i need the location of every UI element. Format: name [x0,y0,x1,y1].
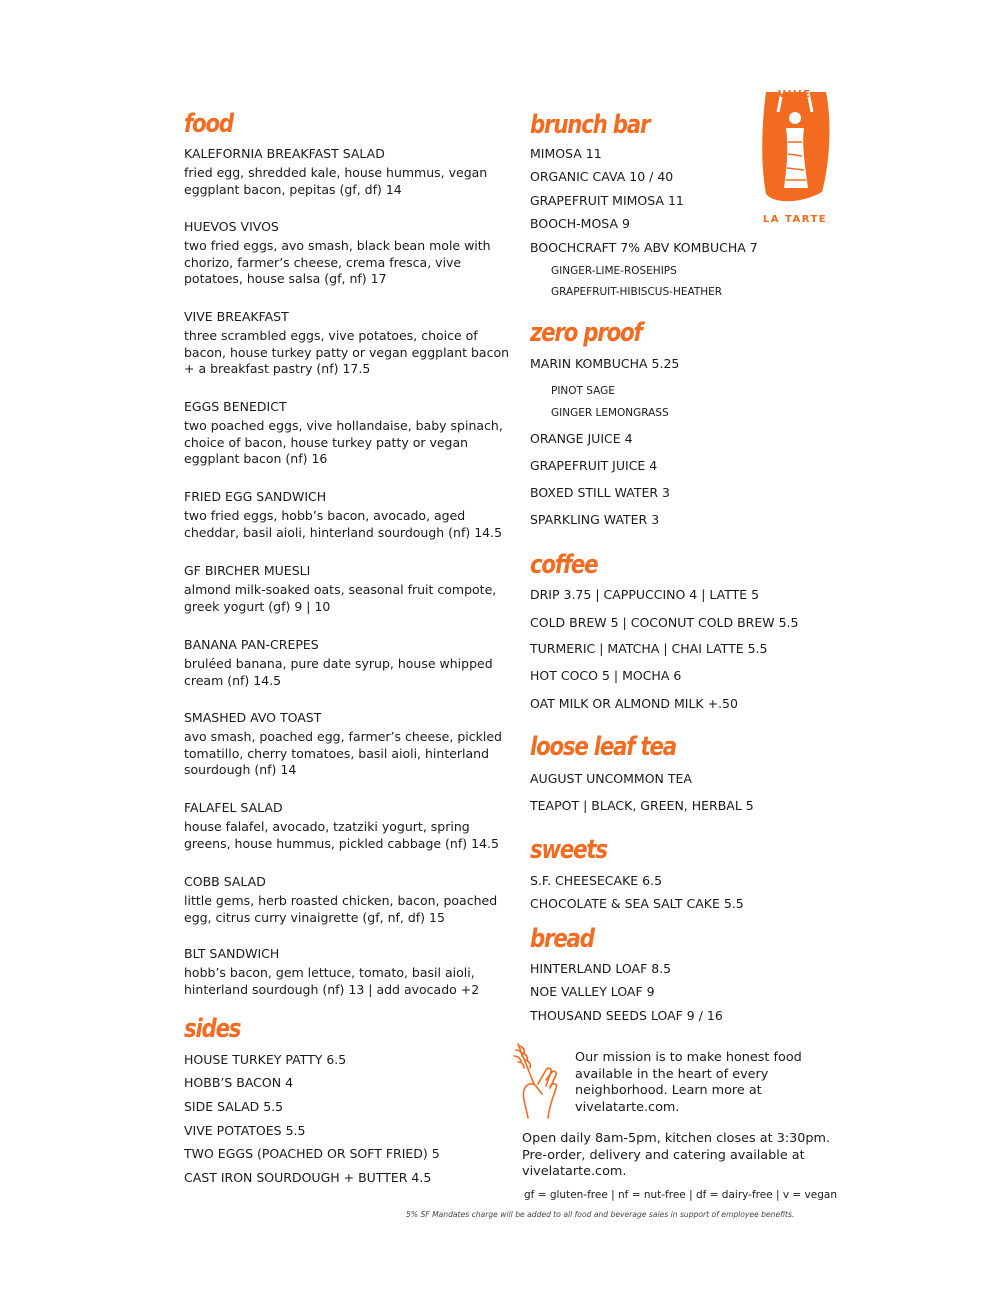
menu-item [184,489,514,541]
item-name: HUEVOS VIVOS [184,219,279,234]
diet-legend: gf = gluten-free | nf = nut-free | df = dairy-free | v = vegan [524,1189,837,1201]
item-name: BANANA PAN-CREPES [184,637,319,652]
menu-item [184,146,514,198]
item-description: fried egg, shredded kale, house hummus, vegan eggplant bacon, pepitas (gf, df) 14 [184,165,488,197]
sf-mandates-note: 5% SF Mandates charge will be added to all food and beverage sales in support of employee benefits. [406,1210,795,1219]
side-item: TWO EGGS (POACHED OR SOFT FRIED) 5 [184,1146,440,1161]
side-item: HOUSE TURKEY PATTY 6.5 [184,1052,347,1067]
coffee-item: OAT MILK OR ALMOND MILK +.50 [530,696,738,711]
bread-item: THOUSAND SEEDS LOAF 9 / 16 [530,1008,723,1023]
drink-item: ORANGE JUICE 4 [530,431,633,446]
menu-item [184,800,514,852]
bread-heading: bread [530,924,594,954]
sweets-item: CHOCOLATE & SEA SALT CAKE 5.5 [530,896,744,911]
drink-item: GRAPEFRUIT JUICE 4 [530,458,658,473]
item-description: hobb’s bacon, gem lettuce, tomato, basil aioli, hinterland sourdough (nf) 13 | add avocado +2 [184,965,480,997]
menu-item [184,219,514,288]
coffee-item: TURMERIC | MATCHA | CHAI LATTE 5.5 [530,641,768,656]
item-description: bruléed banana, pure date syrup, house whipped cream (nf) 14.5 [184,656,493,688]
sweets-heading: sweets [530,835,607,865]
drink-flavor: GINGER LEMONGRASS [551,407,669,419]
menu-item [184,637,514,689]
side-item: HOBB’S BACON 4 [184,1075,294,1090]
hours-info: Open daily 8am-5pm, kitchen closes at 3:30pm. Pre-order, delivery and catering available at vivelatarte.com. [522,1131,831,1180]
sides-heading: sides [184,1014,241,1044]
side-item: SIDE SALAD 5.5 [184,1099,284,1114]
coffee-item: DRIP 3.75 | CAPPUCCINO 4 | LATTE 5 [530,587,760,602]
logo-bottom-text: LA TARTE [762,214,828,225]
bread-item: NOE VALLEY LOAF 9 [530,984,655,999]
menu-item [184,946,514,998]
sweets-item: S.F. CHEESECAKE 6.5 [530,873,663,888]
item-description: house falafel, avocado, tzatziki yogurt, spring greens, house hummus, pickled cabbage (nf) 14.5 [184,819,499,851]
item-description: two poached eggs, vive hollandaise, baby spinach, choice of bacon, house turkey patty or vegan eggplant bacon (nf) 16 [184,418,503,467]
drink-flavor: PINOT SAGE [551,385,615,397]
tea-item: TEAPOT | BLACK, GREEN, HERBAL 5 [530,798,754,813]
item-name: GF BIRCHER MUESLI [184,563,311,578]
drink-item: SPARKLING WATER 3 [530,512,660,527]
side-item: VIVE POTATOES 5.5 [184,1123,306,1138]
menu-item [184,874,514,926]
brunch-bar-heading: brunch bar [530,110,650,140]
menu-item [184,563,514,615]
drink-item: BOOCH-MOSA 9 [530,216,630,231]
item-name: EGGS BENEDICT [184,399,287,414]
logo-top-text: VIVE [777,89,813,100]
coffee-item: HOT COCO 5 | MOCHA 6 [530,668,682,683]
item-description: almond milk-soaked oats, seasonal fruit compote, greek yogurt (gf) 9 | 10 [184,582,497,614]
drink-flavor: GRAPEFRUIT-HIBISCUS-HEATHER [551,286,723,298]
item-name: VIVE BREAKFAST [184,309,289,324]
item-description: two fried eggs, hobb’s bacon, avocado, aged cheddar, basil aioli, hinterland sourdough (nf) 14.5 [184,508,503,540]
item-description: three scrambled eggs, vive potatoes, choice of bacon, house turkey patty or vegan eggplant bacon + a breakfast pastry (nf) 17.5 [184,328,510,377]
item-name: BLT SANDWICH [184,946,280,961]
drink-item: GRAPEFRUIT MIMOSA 11 [530,193,684,208]
drink-item: ORGANIC CAVA 10 / 40 [530,169,674,184]
item-name: FALAFEL SALAD [184,800,283,815]
drink-item: BOOCHCRAFT 7% ABV KOMBUCHA 7 [530,240,758,255]
bread-item: HINTERLAND LOAF 8.5 [530,961,672,976]
item-description: two fried eggs, avo smash, black bean mole with chorizo, farmer’s cheese, crema fresca, vive potatoes, house salsa (gf, nf) 17 [184,238,491,287]
coffee-item: COLD BREW 5 | COCONUT COLD BREW 5.5 [530,615,799,630]
side-item: CAST IRON SOURDOUGH + BUTTER 4.5 [184,1170,432,1185]
item-name: COBB SALAD [184,874,266,889]
menu-item [184,710,514,779]
drink-flavor: GINGER-LIME-ROSEHIPS [551,265,677,277]
menu-item [184,309,514,378]
item-description: avo smash, poached egg, farmer’s cheese, pickled tomatillo, cherry tomatoes, basil aioli, hinterland sourdough (nf) 14 [184,729,502,778]
vive-la-tarte-logo [752,82,838,232]
item-description: little gems, herb roasted chicken, bacon, poached egg, citrus curry vinaigrette (gf, nf, df) 15 [184,893,498,925]
item-name: KALEFORNIA BREAKFAST SALAD [184,146,385,161]
tea-item: AUGUST UNCOMMON TEA [530,771,692,786]
menu-item [184,399,514,468]
item-name: SMASHED AVO TOAST [184,710,322,725]
food-heading: food [184,109,233,139]
item-name: FRIED EGG SANDWICH [184,489,327,504]
mission-statement: Our mission is to make honest food available in the heart of every neighborhood. Learn more at vivelatarte.com. [575,1050,802,1115]
drink-item: MIMOSA 11 [530,146,602,161]
drink-item: MARIN KOMBUCHA 5.25 [530,356,680,371]
wheat-hand-icon [508,1040,564,1120]
tea-heading: loose leaf tea [530,732,676,762]
zero-proof-heading: zero proof [530,318,642,348]
coffee-heading: coffee [530,550,598,580]
drink-item: BOXED STILL WATER 3 [530,485,671,500]
